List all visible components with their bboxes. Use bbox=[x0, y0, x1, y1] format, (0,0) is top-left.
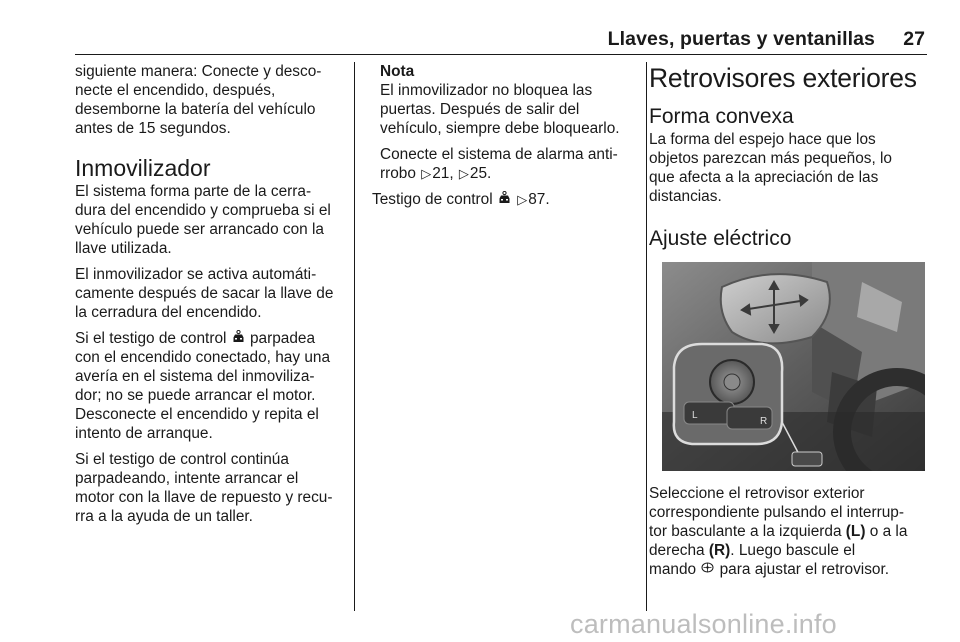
paragraph: Si el testigo de control parpadea con el encendido conectado, hay una avería en el sistema del inmoviliza- dor; no se puede arrancar el motor. Desconecte el encendido y repita el intento de arranque. bbox=[75, 330, 330, 442]
subheading-ajuste-electrico: Ajuste eléctrico bbox=[649, 227, 792, 250]
column-1 bbox=[75, 62, 347, 526]
car-key-icon bbox=[232, 329, 245, 348]
switch-right-label: (R) bbox=[708, 542, 731, 559]
paragraph-continued: siguiente manera: Conecte y desco- necte el encendido, después, desemborne la batería del vehículo antes de 15 segundos. bbox=[75, 63, 322, 137]
switch-label-right: R bbox=[760, 416, 768, 427]
page-ref-arrow-icon[interactable]: ▷ bbox=[517, 192, 528, 207]
mirror-switch-illustration bbox=[662, 262, 925, 471]
paragraph: Si el testigo de control continúa parpadeando, intente arrancar el motor con la llave de repuesto y recu- rra a la ayuda de un taller. bbox=[75, 451, 333, 525]
column-3 bbox=[649, 62, 931, 252]
watermark: carmanualsonline.info bbox=[570, 609, 837, 639]
ajuste-paragraph bbox=[649, 484, 931, 579]
page-ref-link[interactable]: 87. bbox=[528, 191, 550, 208]
testigo-reference: Testigo de control ▷87. bbox=[372, 191, 550, 208]
subheading-forma-convexa: Forma convexa bbox=[649, 105, 794, 128]
column-divider-2 bbox=[646, 62, 647, 611]
section-heading-inmovilizador: Inmovilizador bbox=[75, 155, 211, 181]
page-header bbox=[75, 28, 927, 55]
mirror-adjust-icon bbox=[701, 560, 714, 579]
paragraph: Seleccione el retrovisor exterior correspondiente pulsando el interrup- tor basculante a la izquierda (L) o a la derecha (R). Luego bascule el mando para ajustar el retrovisor. bbox=[649, 485, 908, 578]
page-ref-arrow-icon[interactable]: ▷ bbox=[421, 166, 432, 181]
switch-label-left: L bbox=[692, 410, 698, 421]
note-text: El inmovilizador no bloquea las puertas. Después de salir del vehículo, siempre debe bloquearlo. bbox=[380, 82, 620, 137]
paragraph: El sistema forma parte de la cerra- dura del encendido y comprueba si el vehículo puede ser arrancado con la llave utilizada. bbox=[75, 183, 331, 257]
column-divider-1 bbox=[354, 62, 355, 611]
section-title-retrovisores: Retrovisores exteriores bbox=[649, 63, 917, 93]
page-ref-link[interactable]: 21, bbox=[432, 165, 454, 182]
paragraph: La forma del espejo hace que los objetos parezcan más pequeños, lo que afecta a la apreciación de las distancias. bbox=[649, 131, 892, 205]
chapter-title: Llaves, puertas y ventanillas bbox=[607, 28, 875, 50]
car-key-icon bbox=[498, 190, 511, 209]
page-ref-arrow-icon[interactable]: ▷ bbox=[458, 166, 469, 181]
page-number: 27 bbox=[903, 28, 925, 50]
paragraph: El inmovilizador se activa automáti- camente después de sacar la llave de la cerradura del encendido. bbox=[75, 266, 334, 321]
note-box bbox=[372, 62, 634, 183]
switch-left-label: (L) bbox=[845, 523, 866, 540]
note-text: Conecte el sistema de alarma anti- rrobo ▷21, ▷25. bbox=[380, 146, 618, 182]
page-ref-link[interactable]: 25. bbox=[469, 165, 492, 182]
note-label: Nota bbox=[380, 63, 415, 80]
column-2 bbox=[372, 62, 634, 209]
